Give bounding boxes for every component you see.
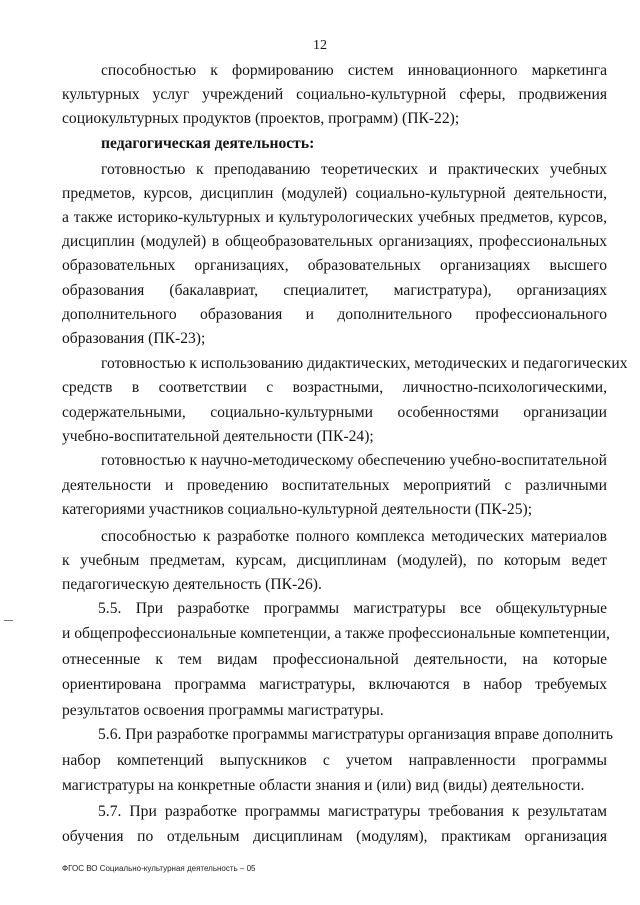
text-line: способностью к формированию систем инновационного маркетинга <box>101 62 607 79</box>
text-line: готовностью к преподаванию теоретических и практических учебных <box>101 161 607 178</box>
text-line: готовностью к использованию дидактических, методических и педагогических <box>101 355 628 372</box>
text-line: образовательных организациях, образовательных организациях высшего <box>62 257 607 274</box>
text-line: 5.7. При разработке программы магистратуры требования к результатам <box>98 803 607 820</box>
text-line: готовностью к научно-методическому обеспечению учебно-воспитательной <box>101 452 607 469</box>
text-line: образования (ПК-23); <box>62 330 206 347</box>
section-heading: педагогическая деятельность: <box>101 135 315 152</box>
text-line: дополнительного образования и дополнительного профессионального <box>62 306 607 323</box>
text-line: 5.5. При разработке программы магистратуры все общекультурные <box>98 600 607 617</box>
text-line: средств в соответствии с возрастными, личностно-психологическими, <box>62 379 607 396</box>
text-line: магистратуры на конкретные области знания и (или) вид (виды) деятельности. <box>62 777 585 794</box>
text-line: ориентирована программа магистратуры, включаются в набор требуемых <box>62 676 607 693</box>
text-line: результатов освоения программы магистратуры. <box>62 702 384 719</box>
text-line: обучения по отдельным дисциплинам (модулям), практикам организация <box>62 828 607 845</box>
text-line: педагогическую деятельность (ПК-26). <box>62 576 322 593</box>
page-footer: ФГОС ВО Социально-культурная деятельность – 05 <box>62 864 256 873</box>
text-line: отнесенные к тем видам профессиональной деятельности, на которые <box>62 651 607 668</box>
text-line: и общепрофессиональные компетенции, а также профессиональные компетенции, <box>62 625 610 642</box>
text-line: к учебным предметам, курсам, дисциплинам (модулей), по которым ведет <box>62 552 607 569</box>
text-line: способностью к разработке полного комплекса методических материалов <box>101 528 607 545</box>
text-line: содержательными, социально-культурными особенностями организации <box>62 404 607 421</box>
text-line: социокультурных продуктов (проектов, программ) (ПК-22); <box>62 110 460 127</box>
text-line: деятельности и проведению воспитательных мероприятий с различными <box>62 477 607 494</box>
text-line: категориями участников социально-культурной деятельности (ПК-25); <box>62 501 533 518</box>
margin-mark <box>4 620 13 621</box>
text-line: образования (бакалавриат, специалитет, магистратура), организациях <box>62 282 607 299</box>
text-line: набор компетенций выпускников с учетом направленности программы <box>62 752 607 769</box>
page-number: 12 <box>313 38 327 53</box>
text-line: дисциплин (модулей) в общеобразовательных организациях, профессиональных <box>62 233 607 250</box>
text-line: учебно-воспитательной деятельности (ПК-24); <box>62 428 374 445</box>
text-line: 5.6. При разработке программы магистратуры организация вправе дополнить <box>98 726 613 743</box>
text-line: культурных услуг учреждений социально-культурной сферы, продвижения <box>62 86 607 103</box>
text-line: а также историко-культурных и культурологических учебных предметов, курсов, <box>62 209 607 226</box>
text-line: предметов, курсов, дисциплин (модулей) социально-культурной деятельности, <box>62 185 607 202</box>
